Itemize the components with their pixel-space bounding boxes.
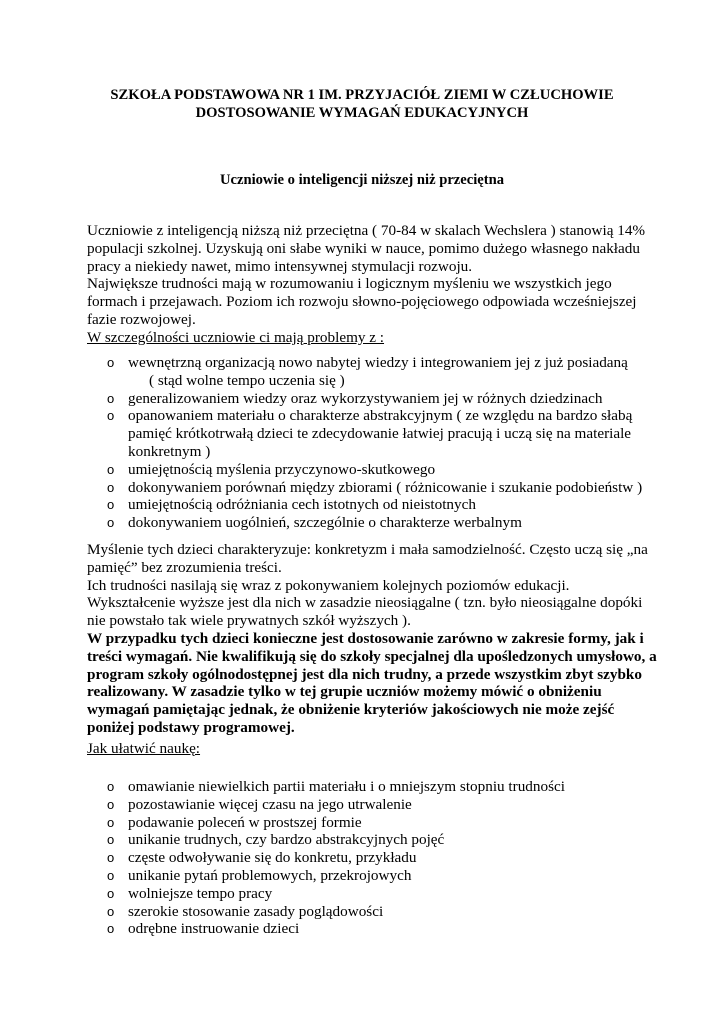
problems-heading: W szczególności uczniowie ci mają problemy z : [87,328,385,346]
problems-list [107,354,647,532]
bullet-icon: o [107,515,115,531]
text-line: Uczniowie z inteligencją niższą niż przeciętna ( 70-84 w skalach Wechslera ) stanowią 14% [87,222,646,239]
text-line: program szkoły ogólnodostępnej jest dla nich trudny, a przede wszystkim zbyt szybko [87,665,642,683]
tips-list [107,778,647,938]
text-line: wymagań pamiętając jednak, że obniżenie kryteriów jakościowych nie może zejść [87,701,615,719]
list-item-text: konkretnym ) [128,442,211,460]
text-line: Ich trudności nasilają się wraz z pokonywaniem kolejnych poziomów edukacji. [87,576,570,594]
bold-paragraph [87,630,657,737]
text-line: nie powstało tak wiele prywatnych szkół wyższych ). [87,612,411,630]
school-name: SZKOŁA PODSTAWOWA NR 1 IM. PRZYJACIÓŁ ZIEMI W CZŁUCHOWIE [110,87,614,103]
list-item-text: omawianie niewielkich partii materiału i o mniejszym stopniu trudności [128,778,565,795]
list-item-text: częste odwoływanie się do konkretu, przykładu [128,849,417,867]
bullet-icon: o [107,479,115,495]
list-item [107,354,647,390]
document-title: DOSTOSOWANIE WYMAGAŃ EDUKACYJNYCH [195,105,529,121]
text-line: realizowany. W zasadzie tylko w tej grupie uczniów możemy mówić o obniżeniu [87,683,602,701]
list-item-text: pamięć krótkotrwałą dzieci te zdecydowanie łatwiej pracują i uczą się na materiale [128,425,632,443]
bullet-icon: o [107,390,115,406]
text-line: formach i przejawach. Poziom ich rozwoju słowno-pojęciowego odpowiada wcześniejszej [87,293,637,311]
text-line: W przypadku tych dzieci konieczne jest dostosowanie zarówno w zakresie formy, jak i [87,630,644,647]
list-item-text: ( stąd wolne tempo uczenia się ) [149,371,345,389]
text-line: poniżej podstawy programowej. [87,718,295,736]
list-item-text: generalizowaniem wiedzy oraz wykorzystywaniem jej w różnych dziedzinach [128,389,603,407]
list-item [107,814,647,832]
list-item [107,479,647,497]
list-item-text: podawanie poleceń w prostszej formie [128,813,362,831]
list-item [107,514,647,532]
text-line: pracy a niekiedy nawet, mimo intensywnej stymulacji rozwoju. [87,257,473,275]
bullet-icon: o [107,850,115,866]
text-line: Wykształcenie wyższe jest dla nich w zasadzie nieosiągalne ( tzn. było nieosiągalne dopóki [87,594,643,612]
bullet-icon: o [107,885,115,901]
bullet-icon: o [107,903,115,919]
list-item-text: umiejętnością myślenia przyczynowo-skutkowego [128,460,436,478]
section-subtitle: Uczniowie o inteligencji niższej niż przeciętna [219,172,505,188]
list-item [107,496,647,514]
list-item [107,867,647,885]
document-header [0,86,724,122]
list-item [107,461,647,479]
list-item-text: wewnętrzną organizacją nowo nabytej wiedzy i integrowaniem jej z już posiadaną [128,354,628,371]
bullet-icon: o [107,921,115,937]
tips-heading: Jak ułatwić naukę: [87,740,201,757]
list-item [107,407,647,460]
text-line: populacji szkolnej. Uzyskują oni słabe wyniki w nauce, pomimo dużego własnego nakładu [87,239,640,257]
bullet-icon: o [107,497,115,513]
text-line: Myślenie tych dzieci charakteryzuje: konkretyzm i mała samodzielność. Często uczą się „na [87,541,648,558]
bullet-icon: o [107,355,115,370]
list-item [107,903,647,921]
list-item-text: szerokie stosowanie zasady poglądowości [128,902,384,920]
list-item-text: dokonywaniem uogólnień, szczególnie o charakterze werbalnym [128,514,522,532]
bullet-icon: o [107,867,115,883]
bullet-icon: o [107,779,115,794]
list-item [107,849,647,867]
list-item [107,831,647,849]
tips-heading-block [87,740,647,758]
bullet-icon: o [107,796,115,812]
intro-paragraph [87,222,647,347]
list-item-text: dokonywaniem porównań między zbiorami ( różnicowanie i szukanie podobieństw ) [128,478,643,496]
list-item-text: pozostawianie więcej czasu na jego utrwalenie [128,795,412,813]
list-item-text: odrębne instruowanie dzieci [128,920,300,938]
list-item [107,390,647,408]
list-item [107,920,647,938]
list-item [107,796,647,814]
list-item [107,885,647,903]
list-item-text: unikanie trudnych, czy bardzo abstrakcyjnych pojęć [128,831,445,849]
list-item-text: opanowaniem materiału o charakterze abstrakcyjnym ( ze względu na bardzo słabą [128,407,633,425]
middle-paragraph [87,541,647,630]
text-line: Największe trudności mają w rozumowaniu i logicznym myśleniu we wszystkich jego [87,275,612,293]
bullet-icon: o [107,814,115,830]
list-item [107,778,647,796]
list-item-text: wolniejsze tempo pracy [128,884,273,902]
text-line: pamięć” bez zrozumienia treści. [87,558,282,576]
text-line: treści wymagań. Nie kwalifikują się do szkoły specjalnej dla upośledzonych umysłowo, a [87,647,657,665]
list-item-text: unikanie pytań problemowych, przekrojowych [128,866,412,884]
bullet-icon: o [107,461,115,477]
list-item-text: umiejętnością odróżniania cech istotnych od nieistotnych [128,496,476,514]
text-line: fazie rozwojowej. [87,310,196,328]
bullet-icon: o [107,408,115,424]
bullet-icon: o [107,832,115,848]
